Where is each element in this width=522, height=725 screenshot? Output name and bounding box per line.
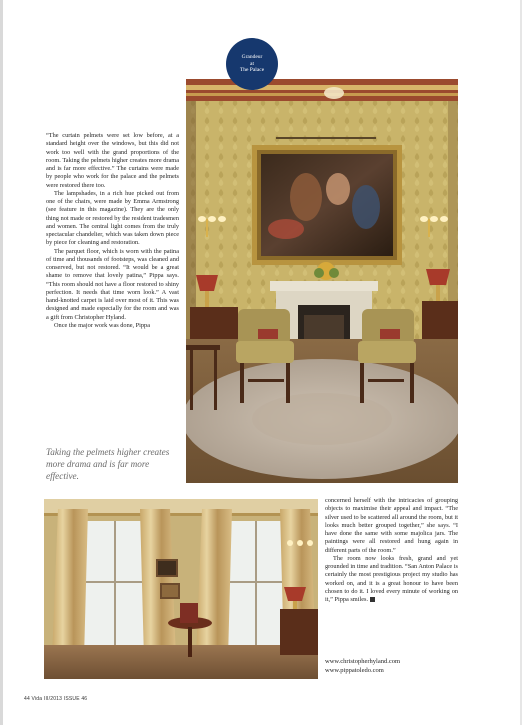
pull-quote: Taking the pelmets higher creates more drama and is far more effective. bbox=[46, 447, 170, 481]
page-folio: 44 Vida III/2013 ISSUE 46 bbox=[24, 696, 88, 702]
paragraph-final-text: The room now looks fresh, grand and yet grounded in time and tradition. “San Anton Palace is certainly the most prestigious project my studio has worked on, and it is a great honour to have been chosen to do it. I loved every minute of working on it,” Pippa smiles. bbox=[325, 554, 458, 603]
badge-line-1: Grandeur bbox=[241, 54, 263, 61]
article-column-left bbox=[46, 132, 179, 330]
page-edge-left bbox=[0, 0, 3, 725]
section-badge bbox=[226, 38, 278, 90]
end-mark-icon bbox=[370, 597, 375, 602]
paragraph: Once the major work was done, Pippa bbox=[54, 321, 151, 329]
website-link[interactable]: www.christopherhyland.com bbox=[325, 658, 401, 665]
salon-photo bbox=[186, 79, 458, 483]
paragraph: The lampshades, in a rich hue picked out from one of the chairs, were made by Emma Armstrong (see feature in this magazine). They are the only thing not made or restored by the resident tradesmen and women. The central light comes from the truly spectacular chandelier, which was taken down piece by piece for cleaning and restoration. bbox=[46, 189, 179, 247]
paragraph: “The curtain pelmets were set low before, at a standard height over the windows, but this did not work too well with the grand proportions of the room. Taking the pelmets higher creates more drama and is far more effective.” The curtains were made by people who work for the palace and the pelmets were restored there too. bbox=[46, 132, 179, 189]
badge-line-2: at bbox=[250, 60, 254, 67]
website-link[interactable]: www.pippatoledo.com bbox=[325, 667, 384, 674]
window-room-photo bbox=[44, 499, 318, 679]
paragraph: The parquet floor, which is worn with the patina of time and thousands of footsteps, was cleaned and conserved, but not restored. “It would be a great shame to remove that lovely patina,” Pippa says. “This room should not have a floor restored to shiny perfection. It needs that time worn look.” A vast hand-knotted carpet is laid over most of it. This was designed and made especially for the room and was a gift from Christopher Hyland. bbox=[46, 247, 179, 321]
article-column-right bbox=[325, 497, 458, 604]
paragraph: concerned herself with the intricacies of grouping objects to maximise their appeal and impact. “The silver used to be scattered all around the room, but it looks much better grouped together,” she says. “I have done the same with some majolica jars. The paintings were all restored and hung again in different parts of the room.” bbox=[325, 497, 458, 554]
paragraph-final bbox=[325, 555, 458, 605]
badge-line-3: The Palace bbox=[239, 67, 265, 74]
website-links bbox=[325, 657, 465, 675]
